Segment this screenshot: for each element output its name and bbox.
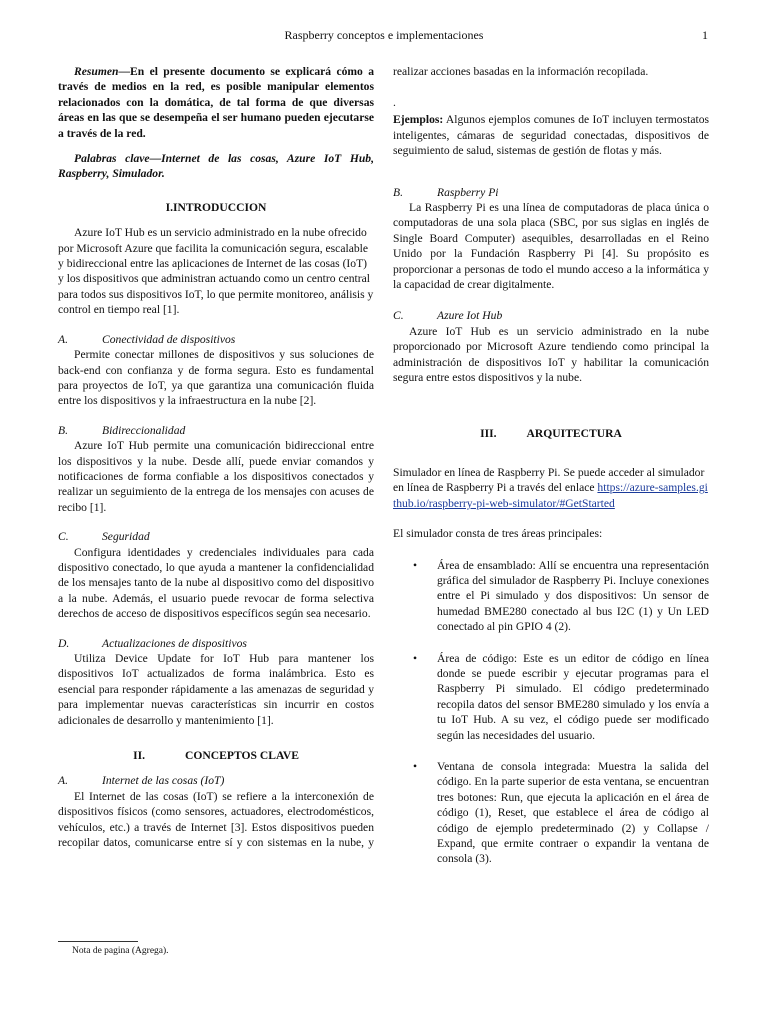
subsection-heading	[58, 636, 374, 651]
paragraph: Azure IoT Hub es un servicio administrado en la nube proporcionado por Microsoft Azure tendiendo como principal la administración de dispositivos IoT y habilitar la comunicación segura entre estos dispositivos y la nube.	[393, 324, 709, 385]
subsection-title: Raspberry Pi	[437, 185, 499, 199]
paragraph: La Raspberry Pi es una línea de computadoras de placa única o computadoras de una sola placa (SBC, por sus siglas en inglés de Single Board Computer) asequibles, desarrolladas en el Reino Unido por la Fundación Raspberry Pi [4]. Su propósito es proporcionar a personas de todo el mundo acceso a la informática y la capacidad de crear digitalmente.	[393, 201, 709, 292]
abstract-text: —En el presente documento se explicará cómo a través de medios en la red, es posible manipular elementos relacionados con la domática, de tal forma de que diversas áreas en las que se desempeña el ser humano pueden ejecutarse a través de la red.	[58, 65, 374, 140]
simulator-link[interactable]: https://azure-samples.github.io/raspberry-pi-web-simulator/#GetStarted	[393, 481, 708, 510]
subsection-heading	[58, 332, 374, 347]
subsection-number: D.	[58, 636, 70, 650]
list-item	[393, 651, 709, 743]
paragraph-iot: El Internet de las cosas (IoT) se refiere a la interconexión de dispositivos físicos (como sensores, actuadores, electrodomésticos, vehículos, etc.) a través de Internet [3]. Estos dispositivos pueden recopilar datos, comunicarse entre sí y con sistemas en la nube, y	[58, 789, 374, 850]
footnote: Nota de pagina (Agrega).	[72, 946, 169, 956]
bullet: •	[413, 651, 418, 665]
subsection-heading	[393, 308, 709, 323]
list-item	[393, 558, 709, 635]
subsection-title: Bidireccionalidad	[102, 423, 186, 437]
examples-paragraph	[393, 112, 709, 158]
page-number: 1	[702, 28, 708, 42]
paragraph: Utiliza Device Update for IoT Hub para mantener los dispositivos IoT actualizados de forma inalámbrica. Esto es esencial para responder rápidamente a las amenazas de seguridad y para implementar nuevas características sin incurrir en costos adicionales de desarrollo y mantenimiento [1].	[58, 652, 374, 727]
list-item	[393, 759, 709, 867]
subsection-heading	[393, 185, 709, 200]
examples-text: Algunos ejemplos comunes de IoT incluyen termostatos inteligentes, cámaras de seguridad conectadas, dispositivos de seguimiento de salud, sistemas de gestión de flotas y más.	[393, 113, 709, 158]
stray-dot: .	[393, 96, 396, 109]
section-title: CONCEPTOS CLAVE	[185, 749, 299, 763]
subsection-number: C.	[58, 530, 69, 544]
subsection-title: Internet de las cosas (IoT)	[102, 774, 225, 788]
subsection-number: C.	[393, 309, 404, 323]
subsection-heading	[58, 773, 374, 788]
keywords: Palabras clave—Internet de las cosas, Azure IoT Hub, Raspberry, Simulador.	[58, 152, 374, 181]
paragraph-iot-overflow: realizar acciones basadas en la información recopilada.	[393, 64, 649, 78]
areas-list	[393, 558, 709, 867]
subsection-title: Seguridad	[102, 530, 150, 544]
list-item-text: Área de ensamblado: Allí se encuentra una representación gráfica del simulador de Raspberry Pi. Incluye conexiones entre el Pi simulado y dos dispositivos: Un sensor de humedad BME280 conectado al bus I2C (1) y Un LED conectado al pin GPIO 4 (2).	[437, 558, 709, 634]
section-title-arquitectura	[393, 426, 709, 441]
abstract-label: Resumen	[74, 65, 119, 78]
section-title-conceptos	[58, 748, 374, 763]
section-title-introduccion: I.INTRODUCCION	[165, 200, 267, 214]
abstract	[58, 64, 374, 141]
subsection-number: B.	[58, 423, 68, 437]
arch-list-intro: El simulador consta de tres áreas principales:	[393, 527, 603, 541]
paragraph-iot-continued	[393, 64, 709, 95]
arch-text: Simulador en línea de Raspberry Pi. Se puede acceder al simulador en línea de Raspberry Pi a través del enlace	[393, 465, 705, 495]
section-title: ARQUITECTURA	[526, 426, 622, 440]
subsection-heading	[58, 529, 374, 544]
left-column	[58, 64, 374, 851]
right-column	[393, 64, 709, 867]
list-item-text: Ventana de consola integrada: Muestra la salida del código. En la parte superior de esta ventana, se encuentran tres botones: Run, que ejecuta la aplicación en el área de código (1), Reset, que establece el área de código al código de ejemplo predeterminado (2) y Collapse / Expand, que ermite contraer o expandir la ventana de consola (3).	[437, 760, 709, 866]
examples-label: Ejemplos:	[393, 113, 444, 127]
subsection-title: Conectividad de dispositivos	[102, 332, 236, 346]
subsection-title: Azure Iot Hub	[437, 309, 503, 323]
subsection-number: A.	[58, 774, 68, 788]
section-number: III.	[480, 426, 497, 440]
bullet: •	[413, 558, 418, 572]
footnote-rule	[58, 941, 138, 942]
intro-paragraph: Azure IoT Hub es un servicio administrado en la nube ofrecido por Microsoft Azure que facilita la comunicación segura, escalable y bidireccional entre las aplicaciones de Internet de las cosas (IoT) y los dispositivos que administran actuando como un centro central para todos sus dispositivos IoT, lo que permite monitoreo, análisis y control en tiempo real [1].	[58, 226, 374, 317]
paragraph: Configura identidades y credenciales individuales para cada dispositivo conectado, lo que ayuda a mantener la confidencialidad de los mensajes tanto de la nube al dispositivo como del dispositivo a la nube. Además, el usuario puede revocar de forma selectiva derechos de acceso de dispositivos específicos según sea necesario.	[58, 545, 374, 621]
list-item-text: Área de código: Este es un editor de código en línea donde se puede escribir y ejecutar programas para el Raspberry Pi simulado. El código predeterminado recopila datos del sensor BME280 simulado y los envía a tu IoT Hub. A su vez, el código puede ser modificado según las necesidades del usuario.	[437, 651, 709, 742]
arch-paragraph	[393, 465, 709, 511]
header-title: Raspberry conceptos e implementaciones	[284, 28, 484, 42]
subsection-number: B.	[393, 185, 403, 199]
subsection-heading	[58, 423, 374, 438]
subsection-number: A.	[58, 332, 68, 346]
subsection-title: Actualizaciones de dispositivos	[102, 636, 247, 650]
paragraph: Permite conectar millones de dispositivos y sus soluciones de back-end con confianza y de forma segura. Esto es fundamental para proyectos de IoT, ya que garantiza una comunicación fluida entre los dispositivos y la infraestructura en la nube [2].	[58, 348, 374, 408]
bullet: •	[413, 760, 418, 773]
section-number: II.	[133, 749, 145, 763]
paragraph: Azure IoT Hub permite una comunicación bidireccional entre los dispositivos y la nube. Desde allí, puede enviar comandos y notificaciones de forma confiable a los dispositivos conectados y realizar un seguimiento de la entrega de los mensajes con acuses de recibo [1].	[58, 439, 374, 514]
